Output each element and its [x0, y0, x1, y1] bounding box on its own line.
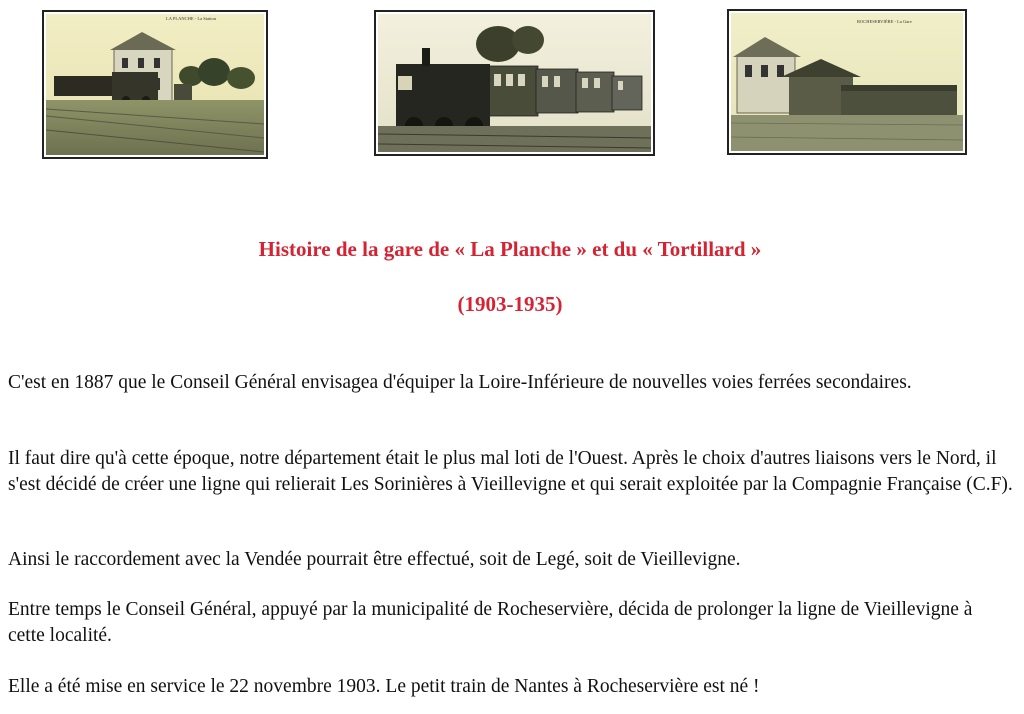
tram-photo-image — [378, 14, 651, 152]
page-title: Histoire de la gare de « La Planche » et du « Tortillard » — [258, 237, 762, 261]
photo-caption: LA PLANCHE - La Station — [166, 16, 216, 21]
paragraph-4: Entre temps le Conseil Général, appuyé par la municipalité de Rocheservière, décida de prolonger la ligne de Vieillevigne à cette localité. — [8, 599, 973, 646]
paragraph-5: Elle a été mise en service le 22 novembre 1903. Le petit train de Nantes à Rocheservière est né ! — [8, 676, 760, 697]
photo-la-planche-station — [42, 10, 268, 159]
photo-rocheserviere-station — [727, 9, 967, 155]
paragraph-1: C'est en 1887 que le Conseil Général envisagea d'équiper la Loire-Inférieure de nouvelles voies ferrées secondaires. — [8, 372, 912, 393]
paragraph-3: Ainsi le raccordement avec la Vendée pourrait être effectué, soit de Legé, soit de Vieillevigne. — [8, 549, 741, 570]
station-building-photo-image — [731, 13, 963, 151]
page-dates: (1903-1935) — [457, 292, 563, 316]
paragraph-2: Il faut dire qu'à cette époque, notre département était le plus mal loti de l'Ouest. Après le choix d'autres liaisons vers le Nord, il s'est décidé de créer une ligne qui relierait Les Sorinières à Vieillevigne et qui serait exploitée par la Compagnie Française (C.F). — [8, 448, 1013, 495]
station-photo-image — [46, 14, 264, 155]
photo-caption: ROCHESERVIÈRE - La Gare — [857, 19, 912, 24]
photo-steam-tram — [374, 10, 655, 156]
